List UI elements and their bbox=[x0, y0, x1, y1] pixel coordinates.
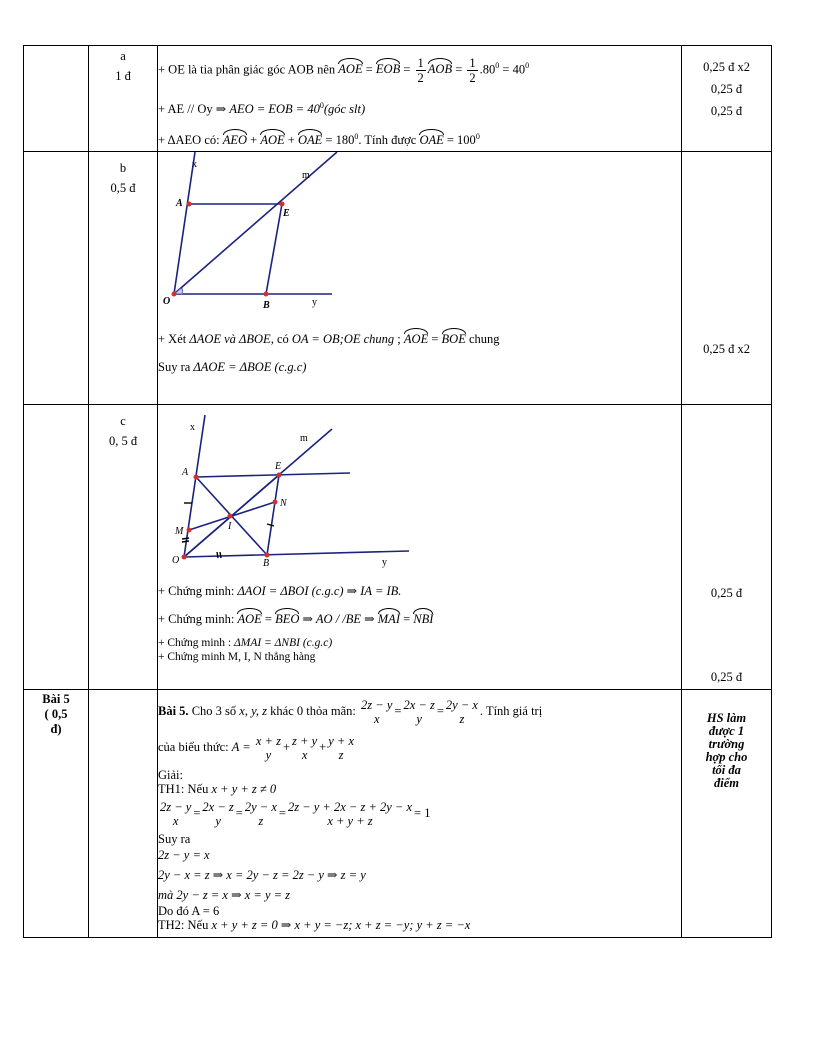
row-part-b bbox=[24, 152, 772, 405]
problem-statement: Bài 5. Cho 3 số x, y, z khác 0 thỏa mãn: 2z − y x = 2x − z y = 2y − x z . Tính giá trị bbox=[158, 698, 543, 726]
svg-text:B: B bbox=[263, 558, 270, 569]
score: 0,25 đ bbox=[710, 104, 743, 118]
score: 0,25 đ bbox=[710, 586, 743, 600]
svg-text:I: I bbox=[228, 521, 232, 532]
svg-text:y: y bbox=[382, 557, 387, 568]
svg-text:E: E bbox=[275, 461, 282, 472]
svg-text:x: x bbox=[190, 422, 195, 433]
figure-b bbox=[162, 152, 362, 312]
line-compare: + Xét ΔAOE và ΔBOE, có OA = OB;OE chung ; AOE = BOE chung bbox=[158, 332, 500, 346]
score-cell bbox=[682, 690, 772, 938]
score: 0,25 đ x2 bbox=[703, 342, 750, 356]
line-proof-1: + Chứng minh: ΔAOI = ΔBOI (c.g.c) ⇒ IA = IB. bbox=[158, 584, 402, 598]
grading-table bbox=[23, 45, 772, 938]
svg-text:m: m bbox=[300, 433, 308, 444]
ratio-sum: 2z − y x = 2x − z y = 2y − x z = 2z − y + 2x − z + 2y − x x + y + z = 1 bbox=[160, 800, 431, 828]
content-cell bbox=[158, 405, 682, 690]
score: 0,25 đ bbox=[710, 670, 743, 684]
svg-text:A: A bbox=[182, 467, 189, 478]
score: 0,25 đ bbox=[710, 82, 743, 96]
expression-A: của biểu thức: A = x + z y + z + y x + y + x z bbox=[158, 734, 354, 762]
line-proof-3: + Chứng minh : ΔMAI = ΔNBI (c.g.c) bbox=[158, 637, 333, 649]
score-cell bbox=[682, 46, 772, 152]
svg-text:x: x bbox=[192, 159, 197, 170]
row-part-a bbox=[24, 46, 772, 152]
svg-text:A: A bbox=[176, 198, 183, 209]
score: 0,25 đ x2 bbox=[703, 60, 750, 74]
score-cell bbox=[682, 152, 772, 405]
line-proof-2: + Chứng minh: AOE = BEO ⇒ AO / /BE ⇒ MAI = NBI bbox=[158, 612, 434, 626]
line-triangle-sum: + ΔAEO có: AEO + AOE + OAE = $180^0$. Tính được OAE = $100^0$ bbox=[158, 132, 480, 148]
svg-text:O: O bbox=[163, 296, 171, 307]
part-label: a bbox=[120, 49, 126, 63]
part-label: c bbox=[120, 414, 126, 428]
svg-text:m: m bbox=[302, 170, 310, 181]
svg-text:y: y bbox=[312, 297, 317, 308]
row-part-c bbox=[24, 405, 772, 690]
part-points: 0, 5 đ bbox=[108, 434, 138, 448]
part-points: 1 đ bbox=[115, 69, 131, 83]
score-cell bbox=[682, 405, 772, 690]
svg-text:E: E bbox=[283, 208, 290, 219]
content-cell: Bài 5. Cho 3 số x, y, z khác 0 thỏa mãn: 2z − y x = 2x − z y = 2y − x z . Tính giá trị của biểu thức: A = x + z y + z + y x + y + x z Giải: TH1: Nếu x + y + z ≠ 0 2z − y x = 2x − z y = 2y − x z = 2z − y + 2x − z + 2y − x x + y + z = 1 Suy ra 2z − y = x 2y − x = z ⇒ x = 2y − z = 2z − y ⇒ z = y mà 2y − z = x ⇒ x = y = z Do đó A = 6 TH2: Nếu x + y + z = 0 ⇒ x + y = −z; x + z = −y; y + z = −x bbox=[158, 690, 682, 938]
figure-c bbox=[162, 405, 422, 570]
content-cell bbox=[158, 152, 682, 405]
bai-cell bbox=[24, 46, 89, 152]
svg-text:N: N bbox=[280, 498, 287, 509]
bai-cell: Bài 5 ( 0,5 đ) bbox=[24, 690, 89, 938]
line-proof-4: + Chứng minh M, I, N thẳng hàng bbox=[158, 651, 316, 663]
part-cell bbox=[89, 405, 158, 690]
line-bisector: + OE là tia phân giác góc AOB nên AOE = EOB = $\frac{1}{2}$ AOB = $\frac{1}{2}$ $.80^0 = 40^0$ bbox=[158, 56, 530, 85]
svg-text:M: M bbox=[175, 526, 184, 537]
content-cell bbox=[158, 46, 682, 152]
grading-note: HS làm được 1 trường hợp cho tối đa điểm bbox=[705, 711, 748, 790]
line-conclude: Suy ra ΔAOE = ΔBOE (c.g.c) bbox=[158, 360, 307, 374]
part-cell bbox=[89, 46, 158, 152]
svg-text:B: B bbox=[263, 300, 270, 311]
svg-text:O: O bbox=[172, 555, 180, 566]
solution-label: Giải: bbox=[158, 768, 183, 782]
case-2: TH2: Nếu x + y + z = 0 ⇒ x + y = −z; x + z = −y; y + z = −x bbox=[158, 918, 471, 932]
row-bai-5 bbox=[24, 690, 772, 938]
case-1: TH1: Nếu x + y + z ≠ 0 bbox=[158, 782, 277, 796]
part-cell bbox=[89, 152, 158, 405]
line-parallel: + AE // Oy ⇒ AEO = EOB = $40^0(góc$ slt) bbox=[158, 101, 366, 117]
part-points: 0,5 đ bbox=[110, 181, 136, 195]
part-label: b bbox=[119, 161, 127, 175]
